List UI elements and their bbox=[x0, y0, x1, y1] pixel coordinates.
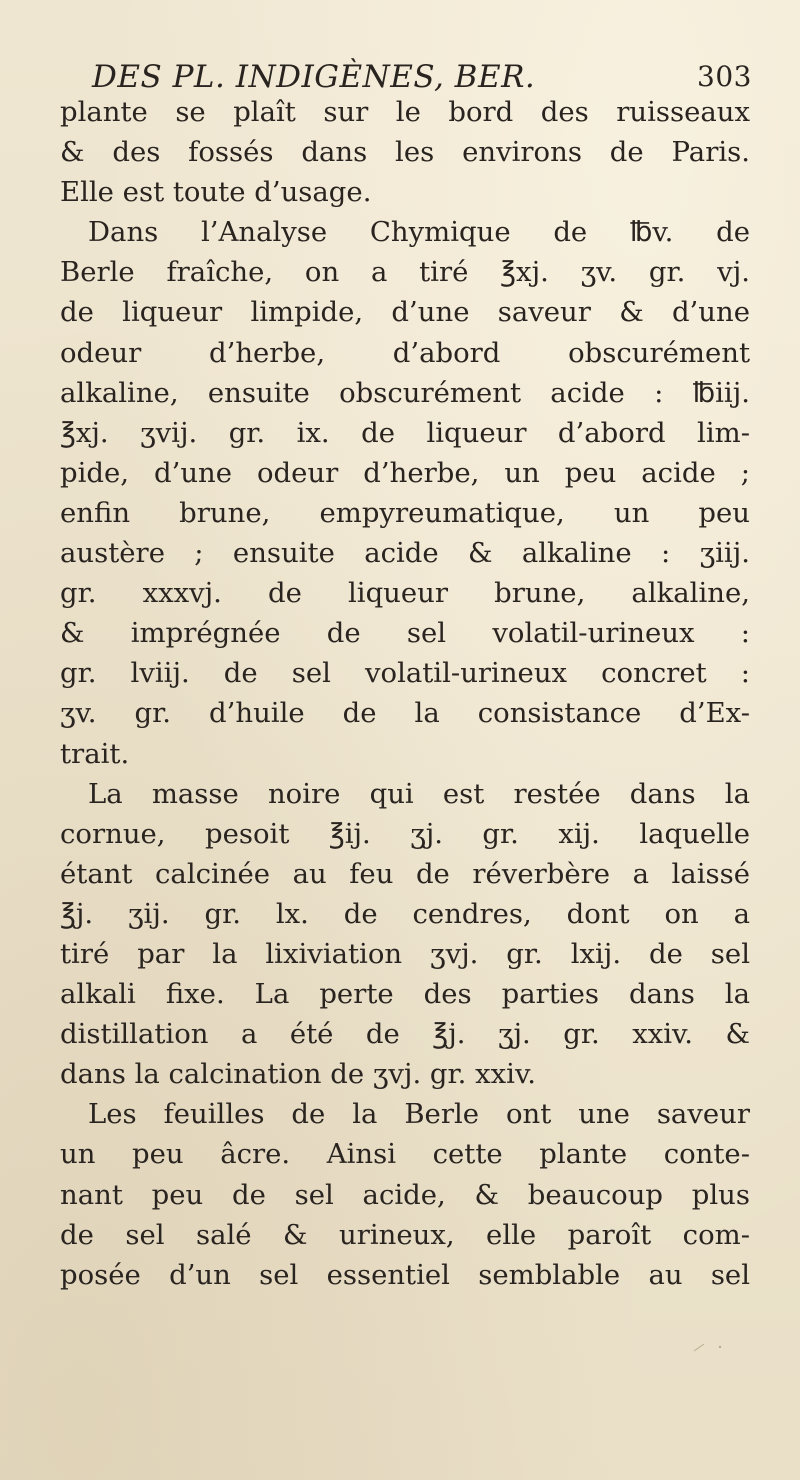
text-line: gr. xxxvj. de liqueur brune, alkaline, bbox=[60, 577, 750, 610]
text-body bbox=[60, 92, 750, 1295]
text-line: & imprégnée de sel volatil-urineux : bbox=[60, 617, 750, 650]
text-line: ℥xj. ʒvij. gr. ix. de liqueur d’abord lim- bbox=[60, 416, 750, 449]
text-line: plante se plaît sur le bord des ruisseaux bbox=[60, 96, 750, 128]
text-line: Berle fraîche, on a tiré ℥xj. ʒv. gr. vj. bbox=[60, 256, 750, 289]
text-line: gr. lviij. de sel volatil-urineux concret : bbox=[60, 657, 750, 690]
text-line: trait. bbox=[60, 737, 130, 770]
text-line: ʒv. gr. d’huile de la consistance d’Ex- bbox=[60, 697, 750, 730]
page-number: 303 bbox=[697, 60, 752, 93]
paper-speck-mark bbox=[690, 1335, 730, 1355]
text-line: tiré par la lixiviation ʒvj. gr. lxij. de sel bbox=[60, 937, 750, 970]
text-line: distillation a été de ℥j. ʒj. gr. xxiv. & bbox=[60, 1018, 750, 1051]
text-line: étant calcinée au feu de réverbère a laissé bbox=[60, 857, 750, 890]
text-line: enfin brune, empyreumatique, un peu bbox=[60, 496, 750, 529]
text-line: alkaline, ensuite obscurément acide : ℔iij. bbox=[60, 376, 750, 409]
text-line: & des fossés dans les environs de Paris. bbox=[60, 136, 750, 169]
text-line: posée d’un sel essentiel semblable au sel bbox=[60, 1258, 750, 1291]
text-line: Dans l’Analyse Chymique de ℔v. de bbox=[88, 216, 750, 249]
text-line: austère ; ensuite acide & alkaline : ʒiij. bbox=[60, 537, 750, 570]
text-line: Les feuilles de la Berle ont une saveur bbox=[88, 1098, 750, 1131]
text-line: Elle est toute d’usage. bbox=[60, 176, 372, 209]
text-line: pide, d’une odeur d’herbe, un peu acide ; bbox=[60, 456, 750, 489]
text-line: La masse noire qui est restée dans la bbox=[88, 777, 750, 810]
text-line: de liqueur limpide, d’une saveur & d’une bbox=[60, 296, 750, 329]
text-line: alkali fixe. La perte des parties dans la bbox=[60, 978, 750, 1011]
text-line: nant peu de sel acide, & beaucoup plus bbox=[60, 1178, 750, 1211]
text-line: odeur d’herbe, d’abord obscurément bbox=[60, 336, 750, 369]
text-line: cornue, pesoit ℥ij. ʒj. gr. xij. laquelle bbox=[60, 817, 750, 850]
text-line: de sel salé & urineux, elle paroît com- bbox=[60, 1218, 750, 1251]
running-title: DES PL. INDIGÈNES, BER. bbox=[92, 59, 536, 95]
text-line: dans la calcination de ʒvj. gr. xxiv. bbox=[60, 1058, 536, 1091]
text-line: ℥j. ʒij. gr. lx. de cendres, dont on a bbox=[60, 897, 750, 930]
text-line: un peu âcre. Ainsi cette plante conte- bbox=[60, 1138, 750, 1171]
